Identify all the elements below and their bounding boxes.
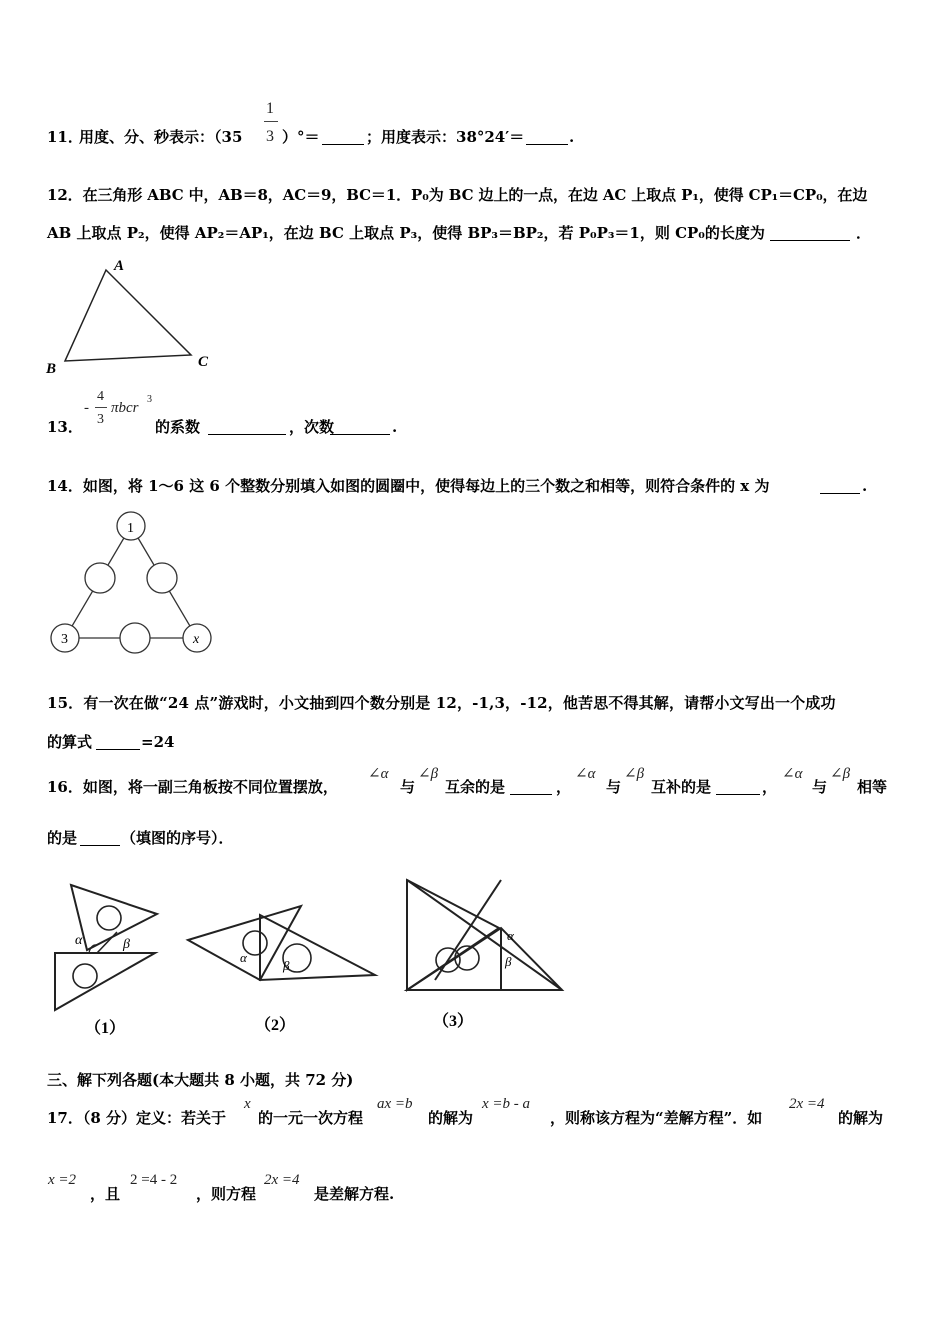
q16-yu-3: 与	[812, 778, 828, 796]
fig2-caption: （2）	[255, 1017, 296, 1034]
q17-text-6: ，则方程	[196, 1185, 257, 1203]
q16-beta-1: ∠β	[418, 766, 439, 782]
q14-question-text: 14．如图，将 1～6 这 6 个整数分别填入如图的圆圈中，使得每边上的三个数之和相等，则符合条件的 x 为	[47, 477, 770, 495]
q12-end: ．	[856, 224, 872, 242]
q17-prefix: 17．（8 分）定义：若关于	[47, 1109, 227, 1127]
node-right-label: x	[193, 632, 200, 647]
fig3-alpha-label: α	[507, 928, 514, 943]
fig1-upper-triangle	[71, 885, 157, 950]
q16-alpha-2: ∠α	[575, 766, 596, 782]
q13-degree-text: ，次数	[289, 418, 335, 436]
q16-line-2-prefix: 的是	[47, 829, 78, 847]
circle-right-middle[interactable]	[147, 563, 177, 593]
q16-yu-1: 与	[400, 778, 416, 796]
q13-minus-sign: -	[84, 400, 89, 416]
q13-fraction-denominator: 3	[97, 412, 104, 427]
q17-text-2: 的解为	[428, 1109, 474, 1127]
fig3-caption: （3）	[433, 1013, 474, 1030]
fig2-alpha-label: α	[240, 950, 247, 965]
q16-equal-blank[interactable]	[80, 831, 120, 846]
fig1-lower-hole	[73, 964, 97, 988]
q16-equal-text: 相等	[857, 778, 888, 796]
q14-circle-triangle-figure	[45, 508, 215, 658]
q16-beta-3: ∠β	[830, 766, 851, 782]
q13-fraction-numerator: 4	[97, 389, 104, 404]
q15-line-2-prefix: 的算式	[47, 733, 93, 751]
q17-text-3: ，则称该方程为“差解方程”．如	[550, 1109, 763, 1127]
q16-complementary-text: 互余的是	[445, 778, 506, 796]
q11-answer-blank-1[interactable]	[322, 130, 364, 145]
q15-line-1: 15．有一次在做“24 点”游戏时，小文抽到四个数分别是 12，-1,3，-12，他苦思不得其解，请帮小文写出一个成功	[47, 694, 836, 712]
q11-suffix: ）°＝	[282, 128, 320, 146]
fig1-lower-triangle	[55, 953, 155, 1010]
q11-prefix: 用度、分、秒表示：（35	[79, 128, 243, 146]
q11-end: .	[569, 128, 575, 146]
q13-expression: πbcr	[111, 400, 139, 416]
q17-equation-2: x =b - a	[482, 1096, 531, 1112]
q14-answer-blank[interactable]	[820, 479, 860, 494]
figure-2	[188, 906, 375, 1034]
q16-comma-2: ，	[762, 778, 778, 796]
q17-text-1: 的一元一次方程	[258, 1109, 364, 1127]
fig1-beta-label: β	[123, 937, 130, 952]
q11-number: 11．	[47, 128, 83, 146]
fig1-caption: （1）	[85, 1020, 126, 1037]
q17-text-5: ，且	[90, 1185, 121, 1203]
q11-fraction-numerator: 1	[266, 100, 274, 117]
figure-3	[407, 880, 562, 1030]
fig3-second-diagonal	[435, 880, 501, 980]
q16-beta-2: ∠β	[624, 766, 645, 782]
q16-line-1-prefix: 16．如图，将一副三角板按不同位置摆放，	[47, 778, 338, 796]
q16-supplementary-text: 互补的是	[651, 778, 712, 796]
fig1-alpha-label: α	[75, 933, 83, 948]
q12-line-2: AB 上取点 P₂，使得 AP₂＝AP₁，在边 BC 上取点 P₃，使得 BP₃＝BP₂，若 P₀P₃＝1，则 CP₀的长度为	[47, 224, 765, 242]
q13-end: .	[392, 418, 398, 436]
q13-degree-blank[interactable]	[330, 420, 390, 435]
q17-equation-3: 2x =4	[789, 1096, 825, 1112]
q13-coefficient-text: 的系数	[155, 418, 201, 436]
q13-fraction-bar	[95, 407, 107, 408]
circle-left-middle[interactable]	[85, 563, 115, 593]
q16-comma-1: ，	[556, 778, 572, 796]
q16-supplementary-blank[interactable]	[716, 780, 760, 795]
q17-text-7: 是差解方程.	[314, 1185, 395, 1203]
q17-equation-5: 2 =4 - 2	[130, 1172, 178, 1188]
section-3-title: 三、解下列各题(本大题共 8 小题，共 72 分)	[47, 1071, 354, 1089]
q16-alpha-1: ∠α	[368, 766, 389, 782]
q11-fraction-denominator: 3	[266, 128, 274, 145]
q15-answer-blank[interactable]	[96, 735, 140, 750]
q17-equation-1: ax =b	[377, 1096, 413, 1112]
q15-line-2-suffix: =24	[141, 733, 175, 751]
q17-equation-4: x =2	[48, 1172, 77, 1188]
fig1-upper-hole	[97, 906, 121, 930]
node-top-label: 1	[127, 521, 134, 536]
q13-exponent: 3	[147, 394, 152, 405]
fig2-beta-label: β	[283, 958, 290, 973]
q17-equation-6: 2x =4	[264, 1172, 300, 1188]
q16-yu-2: 与	[606, 778, 622, 796]
node-left-label: 3	[61, 632, 68, 647]
q16-set-square-figures	[45, 870, 585, 1045]
q12-triangle-figure	[40, 252, 230, 382]
figure-1	[55, 885, 157, 1037]
vertex-a-label: A	[114, 258, 125, 274]
q16-line-2-suffix: （填图的序号）．	[121, 829, 234, 847]
q17-var-x: x	[244, 1096, 251, 1112]
q11-answer-blank-2[interactable]	[526, 130, 568, 145]
vertex-b-label: B	[46, 361, 57, 377]
q16-complementary-blank[interactable]	[510, 780, 552, 795]
fig3-beta-label: β	[505, 954, 512, 969]
q11-middle-text: ；用度表示：38°24′＝	[366, 128, 525, 146]
q12-line-1: 12．在三角形 ABC 中，AB＝8，AC＝9，BC＝1．P₀为 BC 边上的一点，在边 AC 上取点 P₁，使得 CP₁＝CP₀，在边	[47, 186, 868, 204]
circle-bottom-middle[interactable]	[120, 623, 150, 653]
q17-text-4: 的解为	[838, 1109, 884, 1127]
q12-answer-blank[interactable]	[770, 226, 850, 241]
q16-alpha-3: ∠α	[782, 766, 803, 782]
q13-number: 13．	[47, 418, 83, 436]
q13-coefficient-blank[interactable]	[208, 420, 286, 435]
vertex-c-label: C	[198, 354, 209, 370]
q14-end: .	[862, 477, 868, 495]
q11-fraction-bar	[264, 121, 278, 122]
triangle-abc	[65, 270, 191, 361]
